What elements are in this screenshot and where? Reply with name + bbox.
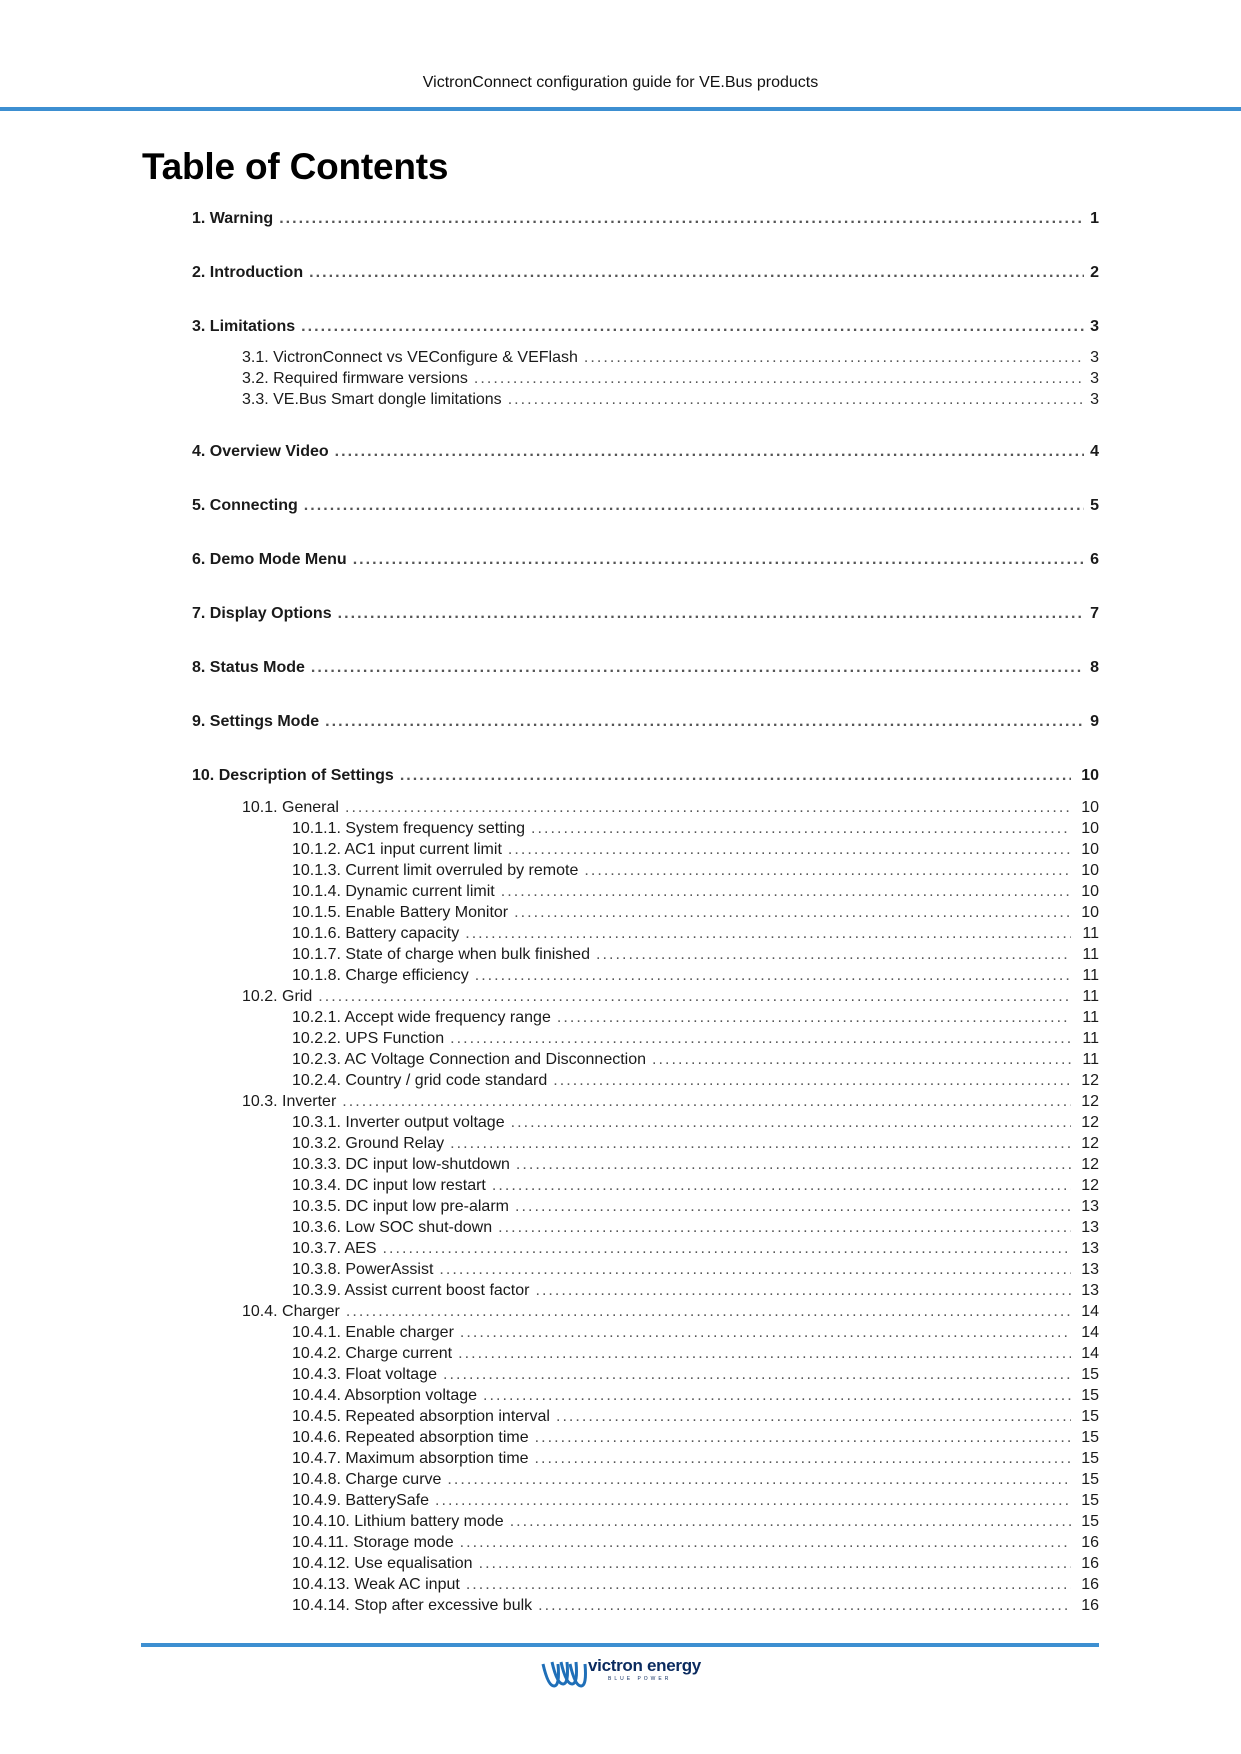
toc-page-number: 15	[1081, 1450, 1099, 1467]
toc-entry-7[interactable]	[192, 605, 1099, 623]
toc-page-number: 13	[1081, 1219, 1099, 1236]
toc-page-number: 4	[1090, 443, 1099, 460]
dot-leader	[516, 1156, 1071, 1174]
toc-label: 10.2.2. UPS Function	[292, 1030, 445, 1047]
toc-entry-10-3-5[interactable]	[292, 1198, 1099, 1216]
toc-entry-4[interactable]	[192, 443, 1099, 461]
toc-entry-6[interactable]	[192, 551, 1099, 569]
toc-page-number: 10	[1081, 799, 1099, 816]
toc-label: 10.4.4. Absorption voltage	[292, 1387, 478, 1404]
toc-page-number: 10	[1081, 767, 1099, 784]
toc-label: 3.2. Required firmware versions	[242, 370, 468, 387]
toc-label: 3.1. VictronConnect vs VEConfigure & VEFlash	[242, 349, 578, 366]
toc-page-number: 7	[1090, 605, 1099, 622]
toc-label: 9. Settings Mode	[192, 713, 320, 730]
toc-page-number: 1	[1090, 210, 1099, 227]
dot-leader	[450, 1030, 1071, 1048]
toc-entry-10-1-6[interactable]	[292, 925, 1099, 943]
toc-entry-9[interactable]	[192, 713, 1099, 731]
toc-label: 10.2. Grid	[242, 988, 313, 1005]
toc-entry-10-3-2[interactable]	[292, 1135, 1099, 1153]
dot-leader	[508, 841, 1071, 859]
toc-label: 5. Connecting	[192, 497, 298, 514]
toc-entry-10-4-8[interactable]	[292, 1471, 1099, 1489]
toc-page-number: 14	[1081, 1345, 1099, 1362]
toc-label: 10.4.10. Lithium battery mode	[292, 1513, 504, 1530]
toc-label: 10.2.3. AC Voltage Connection and Disconnection	[292, 1051, 647, 1068]
toc-label: 1. Warning	[192, 210, 274, 227]
toc-entry-10-4-9[interactable]	[292, 1492, 1099, 1510]
dot-leader	[557, 1009, 1071, 1027]
toc-entry-2[interactable]	[192, 264, 1099, 282]
toc-page-number: 11	[1082, 967, 1099, 984]
toc-page-number: 12	[1081, 1135, 1099, 1152]
toc-label: 10.4.9. BatterySafe	[292, 1492, 429, 1509]
dot-leader	[435, 1492, 1071, 1510]
dot-leader	[479, 1555, 1071, 1573]
toc-page-number: 14	[1081, 1303, 1099, 1320]
toc-page-number: 15	[1081, 1492, 1099, 1509]
dot-leader	[460, 1534, 1071, 1552]
toc-label: 2. Introduction	[192, 264, 304, 281]
toc-page-number: 9	[1090, 713, 1099, 730]
toc-page-number: 10	[1081, 883, 1099, 900]
toc-entry-10-3-6[interactable]	[292, 1219, 1099, 1237]
dot-leader	[443, 1366, 1071, 1384]
dot-leader	[535, 1450, 1071, 1468]
toc-entry-10-1-2[interactable]	[292, 841, 1099, 859]
toc-entry-10-3[interactable]	[242, 1093, 1099, 1111]
dot-leader	[325, 713, 1084, 731]
logo-wordmark: victron energy	[588, 1656, 701, 1675]
toc-entry-10-3-8[interactable]	[292, 1261, 1099, 1279]
dot-leader	[447, 1471, 1071, 1489]
toc-entry-10-4-4[interactable]	[292, 1387, 1099, 1405]
toc-label: 10.1.2. AC1 input current limit	[292, 841, 502, 858]
toc-page-number: 11	[1082, 988, 1099, 1005]
toc-entry-3-3[interactable]	[242, 391, 1099, 409]
toc-label: 10.3.7. AES	[292, 1240, 377, 1257]
toc-entry-10-1-3[interactable]	[292, 862, 1099, 880]
dot-leader	[342, 1093, 1071, 1111]
footer-rule	[141, 1643, 1099, 1647]
dot-leader	[492, 1177, 1071, 1195]
dot-leader	[466, 1576, 1071, 1594]
toc-entry-3[interactable]	[192, 318, 1099, 336]
toc-label: 10.3.4. DC input low restart	[292, 1177, 486, 1194]
dot-leader	[279, 210, 1084, 228]
toc-label: 10.4.11. Storage mode	[292, 1534, 454, 1551]
toc-entry-10-4-14[interactable]	[292, 1597, 1099, 1615]
toc-entry-5[interactable]	[192, 497, 1099, 515]
dot-leader	[335, 443, 1084, 461]
toc-page-number: 12	[1081, 1093, 1099, 1110]
toc-entry-10-4[interactable]	[242, 1303, 1099, 1321]
dot-leader	[458, 1345, 1071, 1363]
page-title: Table of Contents	[142, 146, 449, 187]
dot-leader	[501, 883, 1071, 901]
toc-entry-10-4-7[interactable]	[292, 1450, 1099, 1468]
dot-leader	[383, 1240, 1071, 1258]
toc-label: 10.4.13. Weak AC input	[292, 1576, 460, 1593]
dot-leader	[346, 1303, 1071, 1321]
toc-entry-10[interactable]	[192, 767, 1099, 785]
toc-label: 7. Display Options	[192, 605, 332, 622]
toc-page-number: 12	[1081, 1114, 1099, 1131]
toc-page-number: 13	[1081, 1282, 1099, 1299]
toc-label: 10.4.14. Stop after excessive bulk	[292, 1597, 533, 1614]
toc-label: 10.3. Inverter	[242, 1093, 337, 1110]
dot-leader	[596, 946, 1071, 964]
toc-page-number: 3	[1090, 370, 1099, 387]
dot-leader	[338, 605, 1085, 623]
toc-label: 10.1. General	[242, 799, 339, 816]
toc-entry-10-1-1[interactable]	[292, 820, 1099, 838]
toc-entry-10-4-1[interactable]	[292, 1324, 1099, 1342]
toc-page-number: 11	[1082, 1051, 1099, 1068]
toc-page-number: 8	[1090, 659, 1099, 676]
dot-leader	[301, 318, 1084, 336]
toc-entry-10-2-1[interactable]	[292, 1009, 1099, 1027]
toc-page-number: 13	[1081, 1261, 1099, 1278]
toc-page-number: 6	[1090, 551, 1099, 568]
toc-entry-10-3-4[interactable]	[292, 1177, 1099, 1195]
toc-entry-10-4-11[interactable]	[292, 1534, 1099, 1552]
toc-label: 10.4. Charger	[242, 1303, 340, 1320]
toc-page-number: 15	[1081, 1408, 1099, 1425]
toc-entry-10-1-7[interactable]	[292, 946, 1099, 964]
dot-leader	[460, 1324, 1071, 1342]
dot-leader	[514, 904, 1071, 922]
toc-label: 10.3.8. PowerAssist	[292, 1261, 434, 1278]
victron-energy-logo	[540, 1654, 710, 1694]
dot-leader	[318, 988, 1071, 1006]
toc-page-number: 16	[1081, 1555, 1099, 1572]
toc-entry-10-3-7[interactable]	[292, 1240, 1099, 1258]
toc-label: 10.1.3. Current limit overruled by remote	[292, 862, 579, 879]
toc-label: 10.4.7. Maximum absorption time	[292, 1450, 529, 1467]
logo-tagline: BLUE POWER	[608, 1676, 672, 1682]
toc-entry-10-4-12[interactable]	[292, 1555, 1099, 1573]
toc-page-number: 10	[1081, 904, 1099, 921]
toc-label: 6. Demo Mode Menu	[192, 551, 347, 568]
dot-leader	[584, 862, 1071, 880]
toc-page-number: 3	[1090, 349, 1099, 366]
toc-page-number: 3	[1090, 391, 1099, 408]
toc-label: 10.3.5. DC input low pre-alarm	[292, 1198, 509, 1215]
dot-leader	[508, 391, 1084, 409]
toc-entry-10-2-2[interactable]	[292, 1030, 1099, 1048]
toc-page-number: 2	[1090, 264, 1099, 281]
toc-page-number: 10	[1081, 820, 1099, 837]
toc-page-number: 11	[1082, 946, 1099, 963]
toc-page-number: 10	[1081, 841, 1099, 858]
toc-entry-3-1[interactable]	[242, 349, 1099, 367]
toc-entry-10-4-10[interactable]	[292, 1513, 1099, 1531]
dot-leader	[475, 967, 1071, 985]
toc-entry-1[interactable]	[192, 210, 1099, 228]
toc-label: 10.1.8. Charge efficiency	[292, 967, 469, 984]
toc-entry-10-4-6[interactable]	[292, 1429, 1099, 1447]
toc-entry-10-3-3[interactable]	[292, 1156, 1099, 1174]
toc-label: 10.3.6. Low SOC shut-down	[292, 1219, 493, 1236]
toc-page-number: 11	[1082, 925, 1099, 942]
toc-page-number: 16	[1081, 1576, 1099, 1593]
toc-label: 10.4.5. Repeated absorption interval	[292, 1408, 550, 1425]
dot-leader	[498, 1219, 1071, 1237]
dot-leader	[450, 1135, 1071, 1153]
dot-leader	[510, 1513, 1071, 1531]
toc-label: 3.3. VE.Bus Smart dongle limitations	[242, 391, 502, 408]
dot-leader	[311, 659, 1084, 677]
dot-leader	[474, 370, 1084, 388]
toc-entry-10-4-2[interactable]	[292, 1345, 1099, 1363]
toc-label: 10.4.6. Repeated absorption time	[292, 1429, 529, 1446]
dot-leader	[483, 1387, 1071, 1405]
toc-entry-8[interactable]	[192, 659, 1099, 677]
toc-page-number: 15	[1081, 1366, 1099, 1383]
toc-entry-10-2-4[interactable]	[292, 1072, 1099, 1090]
toc-label: 10.4.1. Enable charger	[292, 1324, 454, 1341]
dot-leader	[515, 1198, 1071, 1216]
toc-page-number: 12	[1081, 1072, 1099, 1089]
toc-label: 10.4.8. Charge curve	[292, 1471, 442, 1488]
toc-page-number: 16	[1081, 1534, 1099, 1551]
toc-page-number: 14	[1081, 1324, 1099, 1341]
toc-page-number: 16	[1081, 1597, 1099, 1614]
dot-leader	[535, 1429, 1071, 1447]
toc-label: 10.4.3. Float voltage	[292, 1366, 437, 1383]
toc-label: 10.1.5. Enable Battery Monitor	[292, 904, 509, 921]
toc-label: 3. Limitations	[192, 318, 296, 335]
toc-page-number: 11	[1082, 1030, 1099, 1047]
toc-label: 8. Status Mode	[192, 659, 305, 676]
dot-leader	[439, 1261, 1071, 1279]
toc-page-number: 3	[1090, 318, 1099, 335]
dot-leader	[353, 551, 1084, 569]
toc-page-number: 10	[1081, 862, 1099, 879]
dot-leader	[511, 1114, 1071, 1132]
toc-entry-10-4-3[interactable]	[292, 1366, 1099, 1384]
toc-label: 4. Overview Video	[192, 443, 329, 460]
toc-entry-3-2[interactable]	[242, 370, 1099, 388]
toc-label: 10.3.2. Ground Relay	[292, 1135, 445, 1152]
toc-entry-10-1-5[interactable]	[292, 904, 1099, 922]
header-title: VictronConnect configuration guide for VE.Bus products	[422, 74, 819, 91]
toc-page-number: 5	[1090, 497, 1099, 514]
toc-page-number: 12	[1081, 1177, 1099, 1194]
toc-label: 10.4.12. Use equalisation	[292, 1555, 473, 1572]
toc-label: 10.2.4. Country / grid code standard	[292, 1072, 548, 1089]
toc-page-number: 12	[1081, 1156, 1099, 1173]
dot-leader	[538, 1597, 1071, 1615]
toc-label: 10.1.1. System frequency setting	[292, 820, 526, 837]
dot-leader	[535, 1282, 1071, 1300]
toc-page-number: 13	[1081, 1240, 1099, 1257]
toc-page-number: 15	[1081, 1513, 1099, 1530]
toc-label: 10. Description of Settings	[192, 767, 394, 784]
toc-label: 10.4.2. Charge current	[292, 1345, 453, 1362]
dot-leader	[465, 925, 1071, 943]
toc-entry-10-1[interactable]	[242, 799, 1099, 817]
toc-page-number: 13	[1081, 1198, 1099, 1215]
dot-leader	[304, 497, 1084, 515]
toc-page-number: 15	[1081, 1471, 1099, 1488]
dot-leader	[556, 1408, 1071, 1426]
toc-entry-10-2[interactable]	[242, 988, 1099, 1006]
toc-label: 10.2.1. Accept wide frequency range	[292, 1009, 551, 1026]
toc-page-number: 11	[1082, 1009, 1099, 1026]
toc-page-number: 15	[1081, 1387, 1099, 1404]
toc-label: 10.3.9. Assist current boost factor	[292, 1282, 530, 1299]
dot-leader	[309, 264, 1084, 282]
toc-entry-10-2-3[interactable]	[292, 1051, 1099, 1069]
dot-leader	[531, 820, 1071, 838]
toc-entry-10-4-13[interactable]	[292, 1576, 1099, 1594]
toc-entry-10-3-9[interactable]	[292, 1282, 1099, 1300]
toc-label: 10.1.7. State of charge when bulk finished	[292, 946, 590, 963]
dot-leader	[553, 1072, 1071, 1090]
dot-leader	[345, 799, 1071, 817]
toc-label: 10.1.6. Battery capacity	[292, 925, 460, 942]
toc-entry-10-1-4[interactable]	[292, 883, 1099, 901]
toc-entry-10-1-8[interactable]	[292, 967, 1099, 985]
victron-swirl-icon	[540, 1656, 588, 1692]
toc-entry-10-3-1[interactable]	[292, 1114, 1099, 1132]
toc-label: 10.3.1. Inverter output voltage	[292, 1114, 505, 1131]
toc-page-number: 15	[1081, 1429, 1099, 1446]
dot-leader	[400, 767, 1071, 785]
dot-leader	[584, 349, 1084, 367]
toc-label: 10.1.4. Dynamic current limit	[292, 883, 495, 900]
dot-leader	[652, 1051, 1071, 1069]
toc-label: 10.3.3. DC input low-shutdown	[292, 1156, 510, 1173]
toc-entry-10-4-5[interactable]	[292, 1408, 1099, 1426]
